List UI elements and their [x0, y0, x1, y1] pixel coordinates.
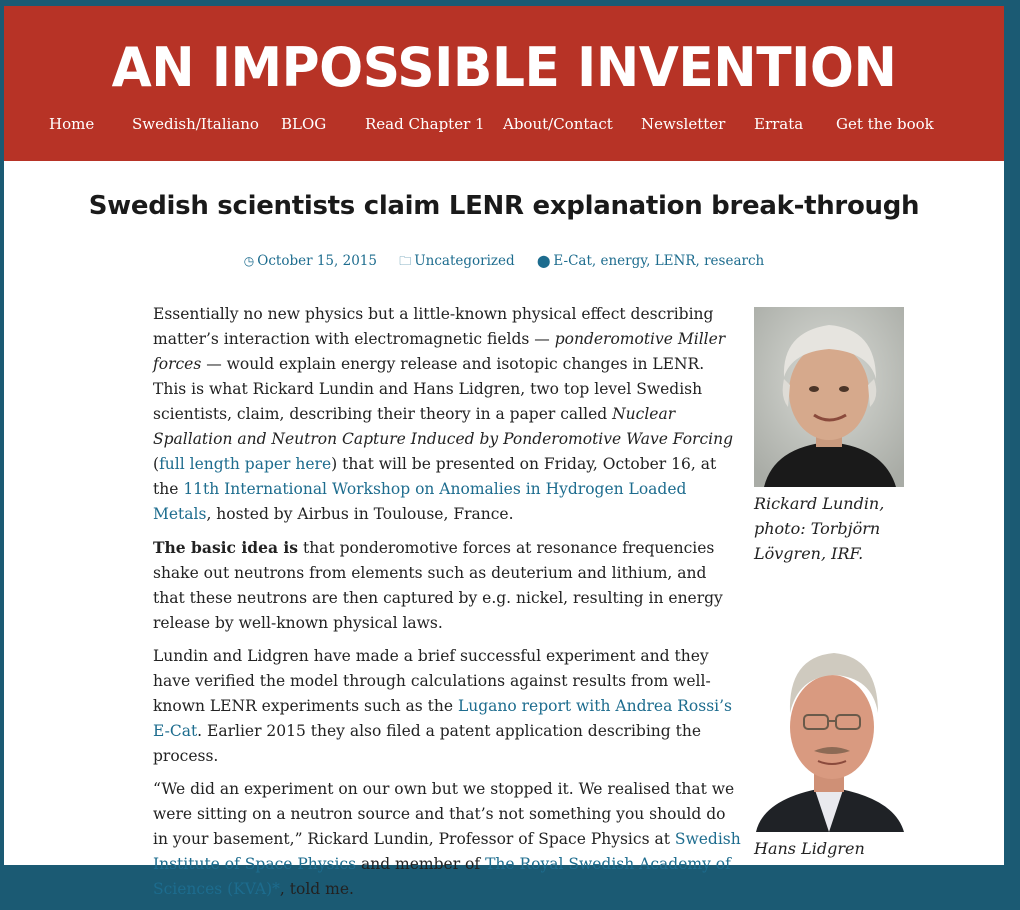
paragraph-text: “We did an experiment on our own but we stopped it. We realised that we were sitting on a neutron source and that’s not something you should do in your basement,” Rickard Lundin, Professor of Space Physics at: [153, 780, 735, 848]
category-link[interactable]: Uncategorized: [414, 253, 515, 269]
nav-item-swedish-italiano[interactable]: Swedish/Italiano: [132, 115, 259, 133]
post-date: [244, 253, 381, 269]
nav-item-newsletter[interactable]: Newsletter: [641, 115, 726, 133]
post-tags: [537, 253, 764, 269]
nav-item-errata[interactable]: Errata: [754, 115, 804, 133]
emphasis-text: ponderomotive Miller forces: [153, 330, 726, 373]
figure-caption: Hans Lidgren: [754, 839, 865, 858]
post-meta: [4, 252, 1004, 273]
tag-link-lenr[interactable]: LENR: [654, 253, 696, 269]
nav-item-get-the-book[interactable]: Get the book: [836, 115, 934, 133]
tag-separator: ,: [646, 253, 655, 269]
photo-rickard-lundin[interactable]: [754, 307, 904, 487]
portrait-image: [754, 627, 904, 832]
post-category: [399, 253, 519, 269]
paragraph-text: (: [153, 455, 160, 473]
site-title[interactable]: AN IMPOSSIBLE INVENTION: [111, 36, 897, 99]
paragraph-text: and member of: [356, 855, 486, 873]
paragraph-basic-idea: [153, 535, 741, 636]
figure-rickard-lundin: [754, 307, 906, 566]
post-date-link[interactable]: October 15, 2015: [257, 253, 377, 269]
tag-separator: ,: [591, 253, 601, 269]
page: [4, 6, 1004, 898]
paragraph-quote: [153, 777, 741, 902]
paragraph-intro: [153, 302, 741, 527]
full-paper-link[interactable]: full length paper here: [159, 455, 332, 473]
tag-link-ecat[interactable]: E-Cat: [553, 253, 592, 269]
post-title: Swedish scientists claim LENR explanation break-through: [88, 191, 920, 221]
paragraph-text: , hosted by Airbus in Toulouse, France.: [206, 505, 514, 523]
figure-hans-lidgren: [754, 627, 906, 861]
tag-link-research[interactable]: research: [704, 253, 765, 269]
paper-title: Nuclear Spallation and Neutron Capture Induced by Ponderomotive Wave Forcing: [153, 405, 733, 448]
paragraph-text: , told me.: [279, 880, 354, 898]
paragraph-text: . Earlier 2015 they also filed a patent application describing the process.: [153, 722, 701, 765]
folder-icon: 🗀: [399, 254, 412, 268]
paragraph-text: that ponderomotive forces at resonance frequencies shake out neutrons from elements such as deuterium and lithium, and that these neutrons are then captured by e.g. nickel, resulting in energy release by well-known physical laws.: [153, 539, 723, 632]
site-header: [4, 6, 1004, 161]
workshop-link[interactable]: 11th International Workshop on Anomalies in Hydrogen Loaded Metals: [153, 480, 687, 523]
nav-item-home[interactable]: Home: [49, 115, 95, 133]
nav-item-read-chapter[interactable]: Read Chapter 1: [365, 115, 485, 133]
irf-link[interactable]: Swedish Institute of Space Physics: [153, 830, 741, 873]
nav-item-about-contact[interactable]: About/Contact: [503, 115, 613, 133]
strong-text: The basic idea is: [153, 538, 299, 557]
nav-item-blog[interactable]: BLOG: [281, 115, 327, 133]
tag-icon: ⬤: [536, 254, 551, 268]
tag-separator: ,: [695, 253, 705, 269]
kva-link[interactable]: The Royal Swedish Academy of Sciences (KVA)*: [153, 855, 731, 898]
paragraph-experiment: [153, 644, 741, 769]
paragraph-text: Essentially no new physics but a little-known physical effect describing matter’s interaction with electromagnetic fields —: [153, 305, 714, 348]
main-nav: [4, 115, 1004, 135]
post-content: [153, 302, 741, 910]
tag-link-energy[interactable]: energy: [600, 253, 647, 269]
paragraph-text: — would explain energy release and isotopic changes in LENR. This is what Rickard Lundin and Hans Lidgren, two top level Swedish scientists, claim, describing their theory in a paper called: [153, 355, 705, 423]
paragraph-text: ) that will be presented on Friday, October 16, at the: [153, 455, 717, 498]
clock-icon: ◷: [243, 254, 255, 268]
lugano-report-link[interactable]: Lugano report with Andrea Rossi’s E-Cat: [153, 697, 732, 740]
figure-caption: Rickard Lundin, photo: Torbjörn Lövgren, IRF.: [754, 494, 885, 563]
paragraph-text: Lundin and Lidgren have made a brief successful experiment and they have verified the model through calculations against results from well-known LENR experiments such as the: [153, 647, 711, 715]
photo-hans-lidgren[interactable]: [754, 627, 904, 832]
portrait-image: [754, 307, 904, 487]
